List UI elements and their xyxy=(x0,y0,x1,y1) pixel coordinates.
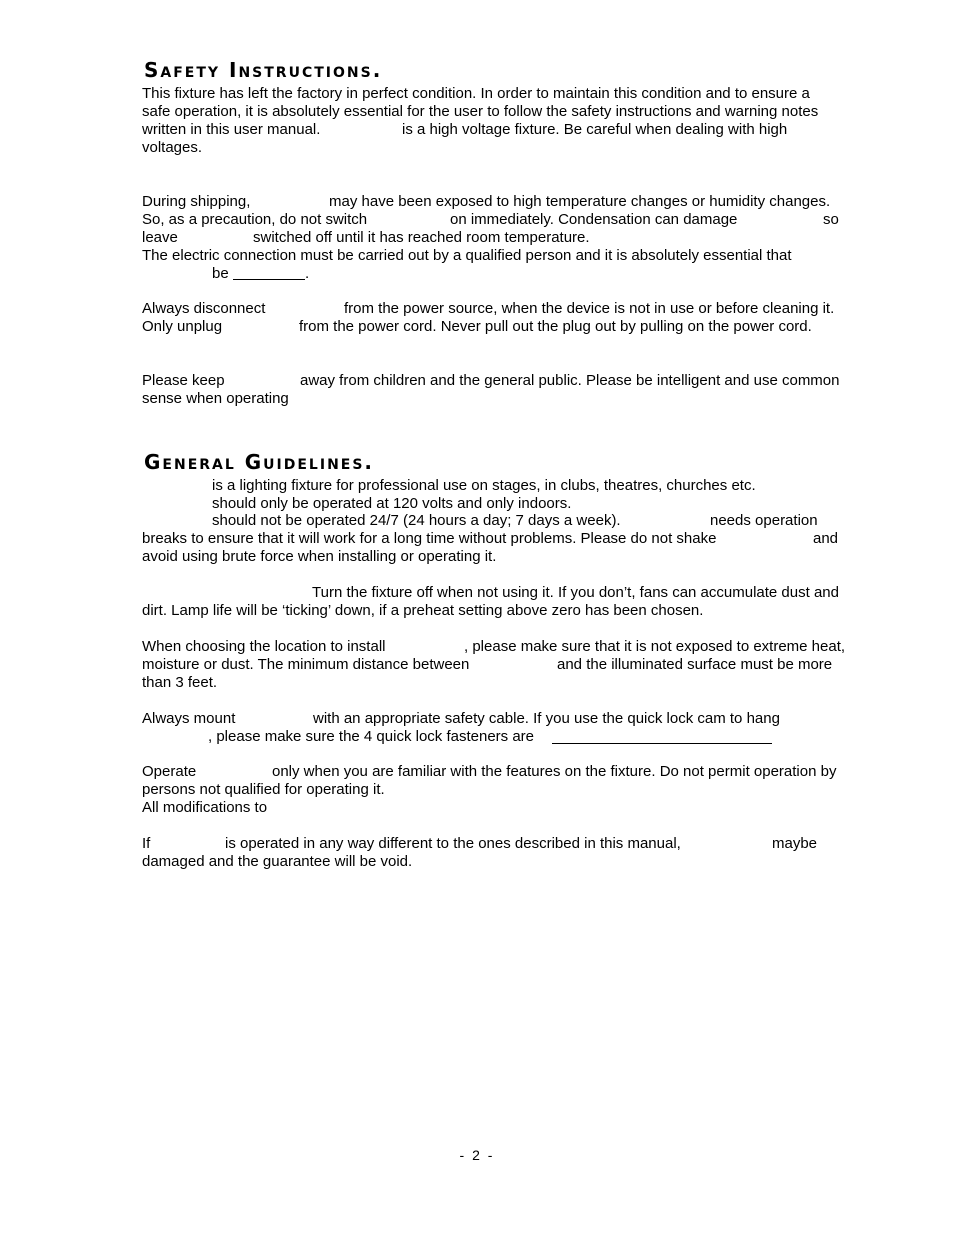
safety-line: Always disconnect xyxy=(142,300,266,317)
blank-line xyxy=(233,265,305,280)
safety-line: written in this user manual. xyxy=(142,121,321,138)
guidelines-line: damaged and the guarantee will be void. xyxy=(142,853,413,870)
blank-line xyxy=(552,729,772,744)
guidelines-line: is a lighting fixture for professional use on stages, in clubs, theatres, churches etc. xyxy=(212,477,756,494)
safety-line: from the power cord. Never pull out the plug out by pulling on the power cord. xyxy=(299,318,812,335)
guidelines-line: dirt. Lamp life will be ‘ticking’ down, if a preheat setting above zero has been chosen. xyxy=(142,602,704,619)
guidelines-line: avoid using brute force when installing or operating it. xyxy=(142,548,497,565)
safety-line: on immediately. Condensation can damage xyxy=(450,211,738,228)
safety-line: leave xyxy=(142,229,178,246)
guidelines-line: needs operation xyxy=(710,512,818,529)
safety-line: The electric connection must be carried out by a qualified person and it is absolutely essential that xyxy=(142,247,792,264)
guidelines-line: moisture or dust. The minimum distance between xyxy=(142,656,470,673)
safety-line: voltages. xyxy=(142,139,203,156)
safety-line: . xyxy=(305,265,310,282)
guidelines-line: Turn the fixture off when not using it. If you don’t, fans can accumulate dust and xyxy=(312,584,839,601)
safety-line: is a high voltage fixture. Be careful when dealing with high xyxy=(402,121,788,138)
guidelines-line: All modifications to xyxy=(142,799,268,816)
guidelines-line: Operate xyxy=(142,763,197,780)
guidelines-line: and the illuminated surface must be more xyxy=(557,656,833,673)
safety-line: Please keep xyxy=(142,372,225,389)
safety-line: so xyxy=(823,211,839,228)
safety-line: So, as a precaution, do not switch xyxy=(142,211,368,228)
guidelines-line: persons not qualified for operating it. xyxy=(142,781,385,798)
guidelines-line: , please make sure the 4 quick lock fasteners are xyxy=(208,728,535,745)
guidelines-line: and xyxy=(813,530,839,547)
safety-line: This fixture has left the factory in perfect condition. In order to maintain this condition and to ensure a xyxy=(142,85,810,102)
page-number: - 2 - xyxy=(459,1147,495,1163)
safety-line: switched off until it has reached room temperature. xyxy=(253,229,590,246)
safety-line: During shipping, xyxy=(142,193,251,210)
guidelines-line: Always mount xyxy=(142,710,236,727)
safety-line: Only unplug xyxy=(142,318,223,335)
safety-line: away from children and the general public. Please be intelligent and use common xyxy=(300,372,840,389)
safety-line: be xyxy=(212,265,229,282)
safety-line: may have been exposed to high temperature changes or humidity changes. xyxy=(329,193,831,210)
guidelines-line: maybe xyxy=(772,835,818,852)
guidelines-line: with an appropriate safety cable. If you use the quick lock cam to hang xyxy=(313,710,780,727)
guidelines-line: , please make sure that it is not exposed to extreme heat, xyxy=(464,638,846,655)
guidelines-heading: General Guidelines. xyxy=(144,450,375,474)
guidelines-line: is operated in any way different to the ones described in this manual, xyxy=(225,835,681,852)
safety-line: safe operation, it is absolutely essential for the user to follow the safety instructions and warning notes xyxy=(142,103,819,120)
safety-line: sense when operating xyxy=(142,390,289,407)
guidelines-line: When choosing the location to install xyxy=(142,638,386,655)
guidelines-line: than 3 feet. xyxy=(142,674,218,691)
safety-line: from the power source, when the device is not in use or before cleaning it. xyxy=(344,300,835,317)
guidelines-line: should not be operated 24/7 (24 hours a day; 7 days a week). xyxy=(212,512,621,529)
guidelines-line: should only be operated at 120 volts and only indoors. xyxy=(212,495,572,512)
guidelines-line: breaks to ensure that it will work for a long time without problems. Please do not shake xyxy=(142,530,717,547)
guidelines-line: If xyxy=(142,835,151,852)
guidelines-line: only when you are familiar with the features on the fixture. Do not permit operation by xyxy=(272,763,837,780)
safety-heading: Safety Instructions. xyxy=(144,58,383,82)
